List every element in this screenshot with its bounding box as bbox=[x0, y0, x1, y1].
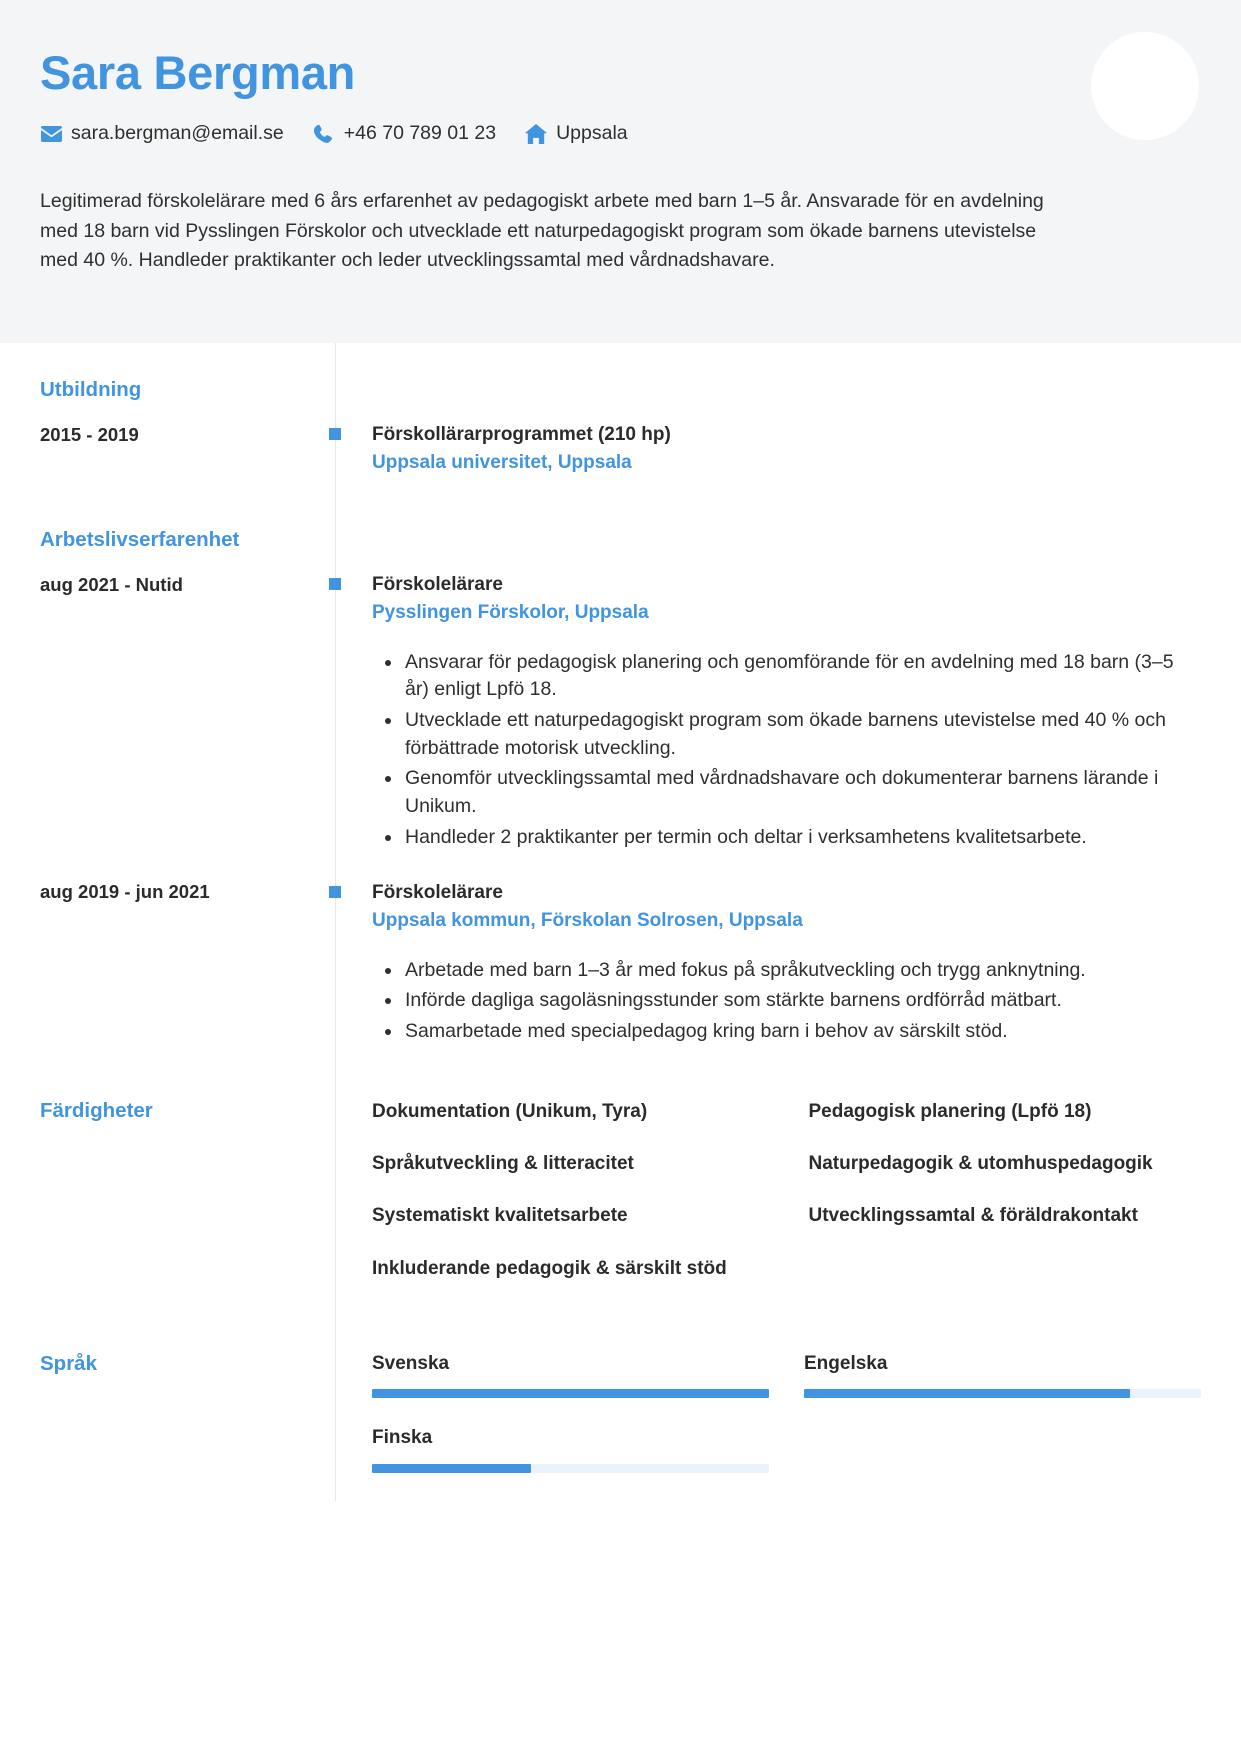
language-name: Engelska bbox=[804, 1352, 888, 1374]
section-experience bbox=[0, 475, 1241, 854]
experience-entry-org: Uppsala kommun, Förskolan Solrosen, Uppsala bbox=[372, 910, 803, 932]
section-title-languages: Språk bbox=[40, 1351, 97, 1375]
experience-entry-title: Förskolelärare bbox=[372, 574, 503, 596]
contact-phone[interactable] bbox=[313, 122, 496, 145]
skills-right-column bbox=[335, 1099, 1241, 1308]
language-item-svenska bbox=[372, 1352, 769, 1399]
language-level-fill bbox=[804, 1389, 1130, 1398]
avatar bbox=[1091, 32, 1199, 140]
list-item: Införde dagliga sagoläsningsstunder som stärkte barnens ordförråd mätbart. bbox=[402, 987, 1201, 1015]
home-icon bbox=[525, 123, 547, 145]
language-level-track bbox=[372, 1389, 769, 1398]
language-level-track bbox=[804, 1389, 1201, 1398]
experience-right-column bbox=[335, 528, 1241, 854]
education-entry-org: Uppsala universitet, Uppsala bbox=[372, 451, 632, 473]
language-item-finska bbox=[372, 1426, 769, 1473]
resume-body bbox=[0, 343, 1241, 1501]
skill-item: Inkluderande pedagogik & särskilt stöd bbox=[372, 1257, 727, 1279]
list-item: Genomför utvecklingssamtal med vårdnadshavare och dokumenterar barnens lärande i Unikum. bbox=[402, 765, 1201, 820]
language-name: Finska bbox=[372, 1427, 433, 1449]
list-item: Samarbetade med specialpedagog kring barn i behov av särskilt stöd. bbox=[402, 1018, 1201, 1046]
skills-grid bbox=[372, 1099, 1201, 1308]
skills-column-left bbox=[372, 1099, 765, 1308]
skill-item: Systematiskt kvalitetsarbete bbox=[372, 1205, 628, 1227]
skill-item: Dokumentation (Unikum, Tyra) bbox=[372, 1100, 648, 1122]
contact-email-value: sara.bergman@email.se bbox=[71, 122, 284, 145]
education-entry-date: 2015 - 2019 bbox=[40, 423, 139, 445]
list-item: Utvecklade ett naturpedagogiskt program som ökade barnens utevistelse med 40 % och förbättrade motorisk utveckling. bbox=[402, 707, 1201, 762]
contact-phone-value: +46 70 789 01 23 bbox=[343, 122, 497, 145]
languages-grid bbox=[372, 1352, 1201, 1501]
contact-email[interactable] bbox=[40, 122, 284, 145]
profile-summary: Legitimerad förskolelärare med 6 års erfarenhet av pedagogiskt arbete med barn 1–5 år. Ansvarade för en avdelning med 18 barn vid Pysslingen Förskolor och utvecklade ett naturpedagogiskt program som ökade barnens utevistelse med 40 %. Handleder praktikanter och leder utvecklingssamtal med vårdnadshavare. bbox=[40, 190, 1044, 272]
experience-bullet-list bbox=[372, 957, 1201, 1046]
timeline-marker bbox=[329, 886, 341, 898]
phone-icon bbox=[313, 123, 335, 145]
section-languages bbox=[0, 1308, 1241, 1501]
experience-left-column bbox=[0, 528, 335, 597]
list-item: Handleder 2 praktikanter per termin och deltar i verksamhetens kvalitetsarbete. bbox=[402, 824, 1201, 852]
section-title-skills: Färdigheter bbox=[40, 1098, 153, 1122]
skills-left-column bbox=[0, 1099, 335, 1124]
list-item: Arbetade med barn 1–3 år med fokus på språkutveckling och trygg anknytning. bbox=[402, 957, 1201, 985]
section-title-education: Utbildning bbox=[40, 378, 142, 401]
section-skills bbox=[0, 1049, 1241, 1308]
skills-column-right bbox=[809, 1099, 1202, 1308]
language-level-fill bbox=[372, 1464, 531, 1473]
languages-left-column bbox=[0, 1352, 335, 1377]
education-right-column bbox=[335, 378, 1241, 475]
experience2-right-column bbox=[335, 880, 1241, 1048]
section-title-experience: Arbetslivserfarenhet bbox=[40, 528, 240, 552]
section-education bbox=[0, 343, 1241, 475]
envelope-icon bbox=[40, 123, 62, 145]
page-title: Sara Bergman bbox=[40, 46, 356, 99]
language-level-fill bbox=[372, 1389, 769, 1398]
timeline-marker bbox=[329, 428, 341, 440]
education-left-column bbox=[0, 378, 335, 447]
section-experience-entry-2 bbox=[0, 854, 1241, 1048]
contact-location[interactable] bbox=[525, 122, 628, 145]
skill-item: Utvecklingssamtal & föräldrakontakt bbox=[808, 1205, 1138, 1227]
experience-entry-date: aug 2019 - jun 2021 bbox=[40, 881, 210, 903]
skill-item: Pedagogisk planering (Lpfö 18) bbox=[808, 1100, 1092, 1122]
experience2-left-column bbox=[0, 880, 335, 904]
languages-right-column bbox=[335, 1352, 1241, 1501]
language-name: Svenska bbox=[372, 1352, 450, 1374]
experience-entry-date: aug 2021 - Nutid bbox=[40, 573, 183, 595]
language-level-track bbox=[372, 1464, 769, 1473]
contact-location-value: Uppsala bbox=[556, 122, 628, 145]
experience-entry-org: Pysslingen Förskolor, Uppsala bbox=[372, 601, 649, 623]
skill-item: Språkutveckling & litteracitet bbox=[372, 1152, 634, 1174]
education-entry-title: Förskollärarprogrammet (210 hp) bbox=[372, 424, 671, 445]
skill-item: Naturpedagogik & utomhuspedagogik bbox=[808, 1152, 1153, 1174]
list-item: Ansvarar för pedagogisk planering och genomförande för en avdelning med 18 barn (3–5 år) enligt Lpfö 18. bbox=[402, 649, 1201, 704]
resume-header bbox=[0, 0, 1241, 343]
language-item-engelska bbox=[804, 1352, 1201, 1399]
timeline-marker bbox=[329, 578, 341, 590]
contact-row bbox=[40, 122, 1201, 145]
experience-entry-title: Förskolelärare bbox=[372, 882, 503, 904]
experience-bullet-list bbox=[372, 649, 1201, 852]
